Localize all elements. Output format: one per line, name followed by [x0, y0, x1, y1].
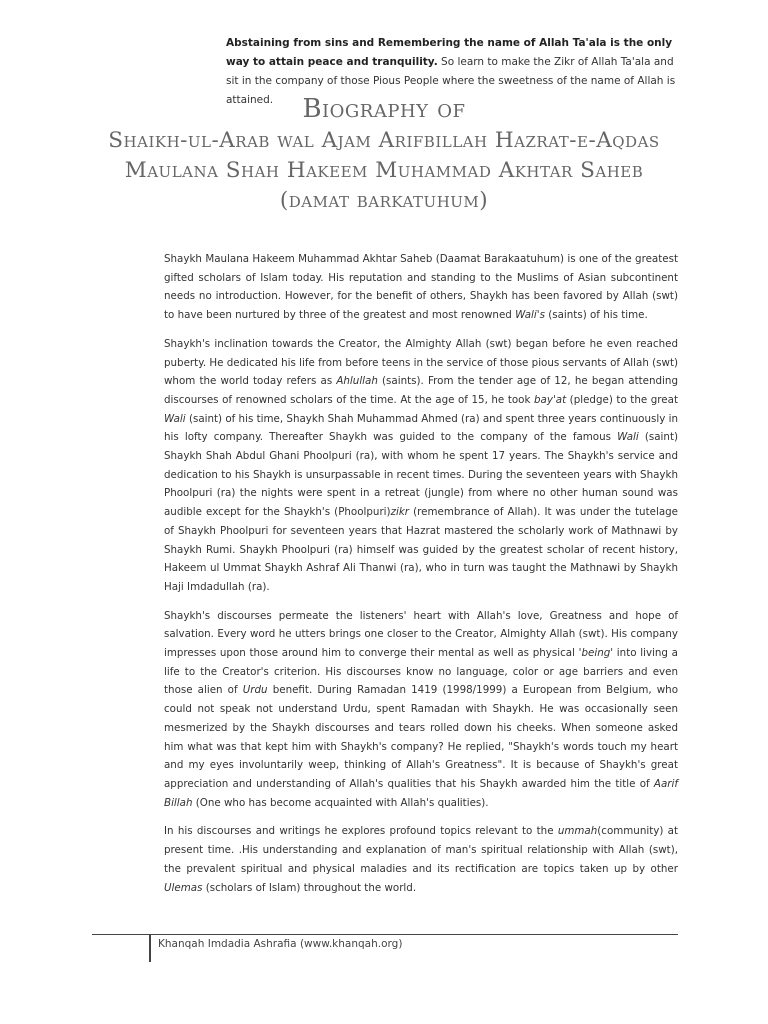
p2-italic-1: Ahlullah	[336, 375, 378, 388]
p2-italic-3: Wali	[164, 412, 186, 425]
p3-italic-1: being	[581, 647, 611, 660]
p4-italic-1: ummah	[557, 825, 598, 838]
p2-text-d: (saint) of his time, Shaykh Shah Muhammad Ahmed (ra) and spent three years continuously in his lofty company. Thereafter Shaykh was guided to the company of the famous	[164, 412, 678, 444]
footer-divider	[92, 934, 678, 935]
title-line-3: Maulana Shah Hakeem Muhammad Akhtar Saheb	[124, 158, 644, 183]
title-line-2: Shaikh-ul-Arab wal Ajam Arifbillah Hazrat-e-Aqdas	[108, 128, 660, 153]
p3-text-b: ' into living a life to the Creator's criterion. His discourses know no language, color or age barriers and even those alien of	[164, 647, 678, 697]
paragraph-1	[164, 250, 678, 325]
p4-text-b: (community) at present time. .His understanding and explanation of man's spiritual relationship with Allah (swt), the prevalent spiritual and physical maladies and its rectification are topics taken up by other	[164, 825, 678, 875]
p3-text-a: Shaykh's discourses permeate the listeners' heart with Allah's love, Greatness and hope of salvation. Every word he utters brings one closer to the Creator, Almighty Allah (swt). His company impresses upon those around him to converge their mental as well as physical '	[164, 609, 678, 660]
p1-italic-1: Wali's	[515, 309, 545, 322]
p4-italic-2: Ulemas	[164, 881, 203, 894]
epigraph-rest: So learn to make the Zikr of Allah Ta'ala and sit in the company of those Pious People where the sweetness of the name of Allah is attained.	[226, 56, 676, 106]
title-line-1: Biography of	[302, 94, 466, 124]
paragraph-2	[164, 335, 678, 597]
p3-text-c: benefit. During Ramadan 1419 (1998/1999) a European from Belgium, who could not speak not understand Urdu, spent Ramadan with Shaykh. He was occasionally seen mesmerized by the Shaykh discourses and tears rolled down his cheeks. When someone asked him what was that kept him with Shaykh's company? He replied, "Shaykh's words touch my heart and my eyes involuntarily weep, thinking of Allah's Greatness". It is because of Shaykh's great appreciation and understanding of Allah's qualities that his Shaykh awarded him the title of	[164, 684, 678, 790]
p3-text-d: (One who has become acquainted with Allah's qualities).	[192, 796, 489, 809]
paragraph-3	[164, 607, 678, 813]
p3-italic-2: Urdu	[242, 684, 268, 697]
biography-body	[164, 250, 678, 907]
p2-text-e: (saint) Shaykh Shah Abdul Ghani Phoolpuri (ra), with whom he spent 17 years. The Shaykh's service and dedication to his Shaykh is unsurpassable in recent times. During the seventeen years with Shaykh Phoolpuri (ra) the nights were spent in a retreat (jungle) from where no other human sound was audible except for the Shaykh's (Phoolpuri)	[164, 431, 678, 519]
p1-text-b: (saints) of his time.	[544, 309, 648, 322]
epigraph-bold: Abstaining from sins and Remembering the name of Allah Ta'ala is the only way to attain peace and tranquility.	[226, 37, 673, 68]
p2-italic-5: zikr	[390, 506, 410, 519]
p2-text-c: (pledge) to the great	[566, 393, 678, 406]
footer-text: Khanqah Imdadia Ashrafia (www.khanqah.org)	[158, 938, 403, 950]
footer-vertical-bar	[149, 934, 151, 962]
p2-text-b: (saints). From the tender age of 12, he began attending discourses of renowned scholars of the time. At the age of 15, he took	[164, 375, 678, 406]
p2-text-a: Shaykh's inclination towards the Creator, the Almighty Allah (swt) began before he even reached puberty. He dedicated his life from before teens in the service of those pious servants of Allah (swt) whom the world today refers as	[164, 337, 678, 388]
p3-italic-3: Aarif Billah	[164, 777, 678, 809]
page-title	[60, 92, 708, 216]
p1-text-a: Shaykh Maulana Hakeem Muhammad Akhtar Saheb (Daamat Barakaatuhum) is one of the greatest gifted scholars of Islam today. His reputation and standing to the Muslims of Asian subcontinent needs no introduction. However, for the benefit of others, Shaykh has been favored by Allah (swt) to have been nurtured by three of the greatest and most renowned	[164, 253, 678, 322]
p2-text-f: (remembrance of Allah). It was under the tutelage of Shaykh Phoolpuri for seventeen years that Hazrat mastered the scholarly work of Mathnawi by Shaykh Rumi. Shaykh Phoolpuri (ra) himself was guided by the greatest scholar of recent history, Hakeem ul Ummat Shaykh Ashraf Ali Thanwi (ra), who in turn was taught the Mathnawi by Shaykh Haji Imdadullah (ra).	[164, 506, 678, 593]
paragraph-4	[164, 822, 678, 897]
title-line-4: (damat barkatuhum)	[279, 188, 489, 213]
p2-italic-4: Wali	[617, 431, 639, 444]
p4-text-c: (scholars of Islam) throughout the world.	[202, 881, 417, 894]
p2-italic-2: bay'at	[534, 393, 567, 406]
p4-text-a: In his discourses and writings he explores profound topics relevant to the	[164, 825, 558, 838]
